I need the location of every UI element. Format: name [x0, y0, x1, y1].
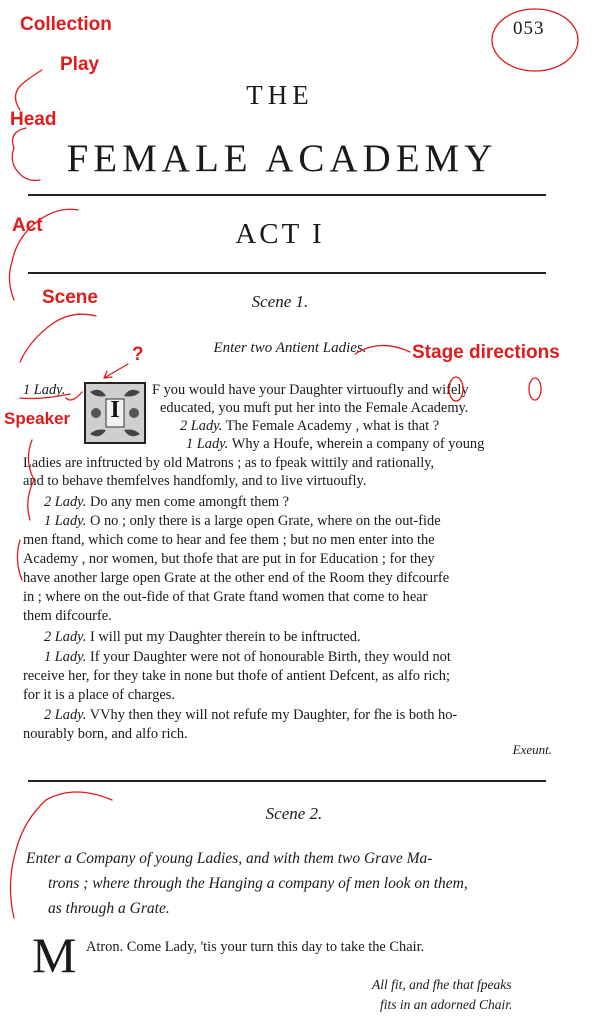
- speaker-label: 1 Lady.: [186, 436, 229, 452]
- speech-text: Why a Houfe, wherein a company of young: [231, 436, 485, 452]
- dialogue-line: [23, 381, 65, 399]
- scene2-heading: Scene 2.: [265, 804, 323, 823]
- scene2-direction-line: trons ; where through the Hanging a company of men look on them,: [48, 875, 468, 892]
- dialogue-line: [44, 628, 361, 646]
- annotation-scene: Scene: [42, 287, 98, 308]
- speech-text: receive her, for they take in none but thofe of antient Defcent, as alfo rich;: [23, 668, 450, 684]
- scene2-direction-line: as through a Grate.: [48, 900, 170, 917]
- title-the: THE: [246, 80, 314, 110]
- ornamental-dropcap: [84, 382, 146, 444]
- letter-circle-icon: [529, 378, 541, 400]
- dialogue-line: [44, 648, 451, 666]
- speech-text: O no ; only there is a large open Grate, where on the out-fide: [90, 513, 441, 529]
- speech-text: Academy , nor women, but thofe that are put in for Education ; for they: [23, 551, 435, 567]
- speaker-label: 1 Lady.: [23, 382, 66, 398]
- speech-text: them difcourfe.: [23, 608, 112, 624]
- speech-text: If your Daughter were not of honourable Birth, they would not: [90, 649, 451, 665]
- dialogue-line: [23, 588, 427, 606]
- annotation-speaker: Speaker: [4, 409, 71, 428]
- dialogue-line: [23, 686, 175, 704]
- annotation-collection: Collection: [20, 14, 112, 35]
- dialogue-line: [186, 435, 484, 453]
- speaker-label: 1 Lady.: [44, 513, 87, 529]
- speaker-label: 2 Lady.: [44, 494, 87, 510]
- title-rule: [28, 194, 546, 196]
- speech-text: and to behave themfelves handfomly, and to live virtuoufly.: [23, 473, 367, 489]
- speech-text: nourably born, and alfo rich.: [23, 726, 188, 742]
- speaker-label: 2 Lady.: [180, 418, 223, 434]
- annotation-act: Act: [12, 215, 43, 236]
- margin-mark-icon: [17, 540, 22, 580]
- side-direction-line: All fit, and fhe that fpeaks: [372, 977, 512, 992]
- speaker-label: 2 Lady.: [44, 629, 87, 645]
- act-rule: [28, 272, 546, 274]
- annotation-question: ?: [132, 344, 144, 365]
- speech-text: F you would have your Daughter virtuoufly and wifely: [152, 382, 469, 398]
- side-direction-line: fits in an adorned Chair.: [380, 997, 513, 1012]
- dialogue-line: [180, 417, 439, 435]
- annotation-play: Play: [60, 54, 100, 75]
- scene2-first-line: Atron. Come Lady, 'tis your turn this day to take the Chair.: [86, 939, 425, 955]
- dialogue-line: [160, 399, 468, 417]
- scene1-heading: Scene 1.: [251, 292, 309, 311]
- speech-text: The Female Academy , what is that ?: [225, 418, 440, 434]
- scene1-direction: Enter two Antient Ladies.: [213, 340, 367, 356]
- speech-text: men ftand, which come to hear and fee them ; but no men enter into the: [23, 532, 435, 548]
- speech-text: for it is a place of charges.: [23, 687, 175, 703]
- speaker-label: 2 Lady.: [44, 707, 87, 723]
- scene2-direction-line: Enter a Company of young Ladies, and with them two Grave Ma-: [26, 850, 433, 867]
- dialogue-line: [44, 493, 289, 511]
- dropcap-letter: I: [110, 397, 120, 423]
- dialogue-line: [23, 607, 112, 625]
- dialogue-line: [23, 569, 449, 587]
- speaker-bracket-icon: [66, 392, 82, 400]
- page-number: 053: [513, 18, 545, 39]
- annotation-stage-directions: Stage directions: [412, 342, 560, 363]
- annotation-head: Head: [10, 109, 57, 130]
- dialogue-line: [44, 512, 441, 530]
- speech-text: educated, you muft put her into the Female Academy.: [160, 400, 469, 416]
- dialogue-line: [23, 667, 450, 685]
- speaker-label: 1 Lady.: [44, 649, 87, 665]
- exit-direction: Exeunt.: [512, 742, 552, 757]
- dialogue-line: [23, 725, 188, 743]
- dialogue-line: [152, 381, 469, 399]
- act-heading: ACT I: [235, 218, 325, 250]
- play-title: FEMALE ACADEMY: [66, 137, 498, 180]
- question-arrow-icon: [104, 364, 128, 378]
- large-initial-letter: M: [32, 927, 77, 983]
- speech-text: Do any men come amongft them ?: [90, 494, 290, 510]
- dialogue-line: [23, 454, 434, 472]
- speech-text: Ladies are inftructed by old Matrons ; as to fpeak wittily and rationally,: [23, 455, 435, 471]
- scene-rule: [28, 780, 546, 782]
- dialogue-line: [44, 706, 457, 724]
- speech-text: in ; where on the out-fide of that Grate ftand women that come to hear: [23, 589, 428, 605]
- speech-text: have another large open Grate at the other end of the Room they difcourfe: [23, 570, 450, 586]
- speech-text: VVhy then they will not refufe my Daughter, for fhe is both ho-: [89, 707, 458, 723]
- dialogue-line: [23, 531, 435, 549]
- speech-text: I will put my Daughter therein to be inftructed.: [90, 629, 361, 645]
- dialogue-line: [23, 550, 435, 568]
- dialogue-line: [23, 472, 366, 490]
